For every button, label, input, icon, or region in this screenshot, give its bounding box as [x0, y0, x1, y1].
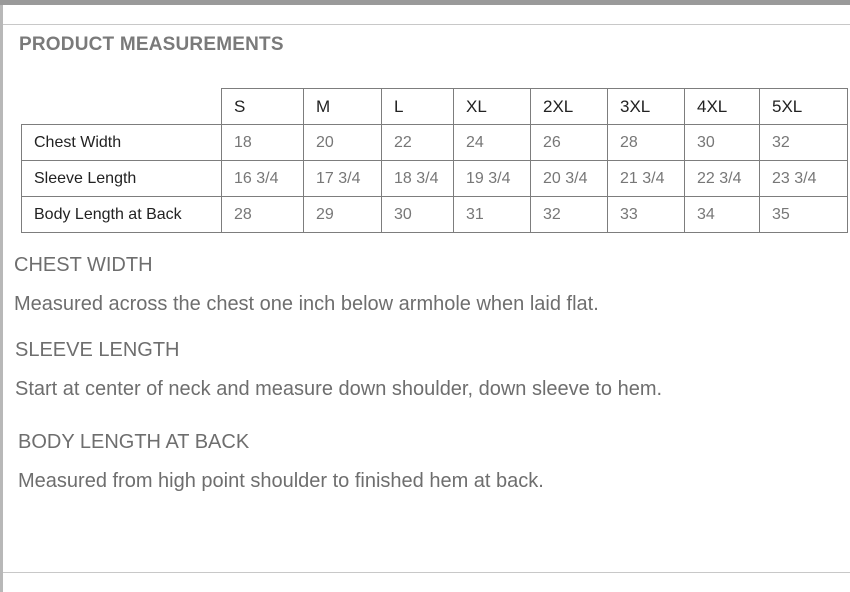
table-cell-text: 19 3/4 [466, 169, 511, 187]
table-cell [684, 196, 760, 233]
size-header-4xl-text: 4XL [697, 96, 728, 116]
row-label-chest-width [21, 124, 222, 161]
table-cell-text: 30 [697, 133, 715, 151]
size-header-xl [453, 88, 531, 125]
table-cell [759, 124, 848, 161]
size-header-m-text: M [316, 96, 331, 116]
size-header-l [381, 88, 454, 125]
table-cell [759, 160, 848, 197]
table-cell-text: 33 [620, 205, 638, 223]
row-label-body-length-at-back [21, 196, 222, 233]
body-length-description: Measured from high point shoulder to finished hem at back. [18, 470, 544, 492]
left-border [0, 5, 3, 592]
table-cell [453, 160, 531, 197]
table-cell [530, 196, 608, 233]
table-cell-text: 28 [620, 133, 638, 151]
table-cell-text: 18 3/4 [394, 169, 439, 187]
table-cell-text: 35 [772, 205, 790, 223]
table-cell [607, 160, 685, 197]
size-header-4xl [684, 88, 760, 125]
table-cell-text: 17 3/4 [316, 169, 361, 187]
table-cell [759, 196, 848, 233]
size-header-l-text: L [394, 96, 404, 116]
size-header-xl-text: XL [466, 96, 487, 116]
size-header-2xl-text: 2XL [543, 96, 574, 116]
table-cell-text: 20 [316, 133, 334, 151]
row-label-sleeve-length-text: Sleeve Length [34, 169, 137, 187]
table-cell-text: 21 3/4 [620, 169, 665, 187]
top-bar [0, 0, 850, 5]
row-label-body-length-at-back-text: Body Length at Back [34, 205, 182, 223]
table-cell-text: 24 [466, 133, 484, 151]
table-cell [303, 124, 382, 161]
table-cell [303, 160, 382, 197]
table-cell-text: 30 [394, 205, 412, 223]
table-cell-text: 22 3/4 [697, 169, 742, 187]
size-header-2xl [530, 88, 608, 125]
table-cell [453, 124, 531, 161]
table-cell-text: 26 [543, 133, 561, 151]
table-cell [221, 124, 304, 161]
table-cell [381, 124, 454, 161]
size-header-3xl-text: 3XL [620, 96, 651, 116]
table-cell [607, 124, 685, 161]
table-cell-text: 34 [697, 205, 715, 223]
body-length-heading: BODY LENGTH AT BACK [18, 431, 250, 453]
chest-width-heading: CHEST WIDTH [14, 254, 153, 276]
table-cell [381, 160, 454, 197]
table-cell-text: 22 [394, 133, 412, 151]
page-title: PRODUCT MEASUREMENTS [19, 34, 284, 55]
table-cell [684, 160, 760, 197]
table-cell-text: 28 [234, 205, 252, 223]
sleeve-length-description: Start at center of neck and measure down shoulder, down sleeve to hem. [15, 378, 663, 400]
table-cell [221, 196, 304, 233]
table-cell-text: 23 3/4 [772, 169, 817, 187]
table-cell-text: 29 [316, 205, 334, 223]
bottom-divider [3, 572, 850, 573]
top-divider [3, 24, 850, 25]
table-cell [453, 196, 531, 233]
size-header-s-text: S [234, 96, 246, 116]
size-header-5xl [759, 88, 848, 125]
size-header-s [221, 88, 304, 125]
table-cell [684, 124, 760, 161]
row-label-chest-width-text: Chest Width [34, 133, 122, 151]
table-cell-text: 32 [772, 133, 790, 151]
table-cell-text: 16 3/4 [234, 169, 279, 187]
table-cell [530, 124, 608, 161]
table-cell-text: 20 3/4 [543, 169, 588, 187]
table-cell [381, 196, 454, 233]
size-header-3xl [607, 88, 685, 125]
row-label-sleeve-length [21, 160, 222, 197]
size-header-5xl-text: 5XL [772, 96, 803, 116]
table-cell [221, 160, 304, 197]
table-cell-text: 31 [466, 205, 484, 223]
chest-width-description: Measured across the chest one inch below armhole when laid flat. [14, 293, 599, 315]
size-header-m [303, 88, 382, 125]
table-cell [607, 196, 685, 233]
table-cell-text: 18 [234, 133, 252, 151]
table-cell [530, 160, 608, 197]
sleeve-length-heading: SLEEVE LENGTH [15, 339, 180, 361]
table-cell [303, 196, 382, 233]
table-cell-text: 32 [543, 205, 561, 223]
